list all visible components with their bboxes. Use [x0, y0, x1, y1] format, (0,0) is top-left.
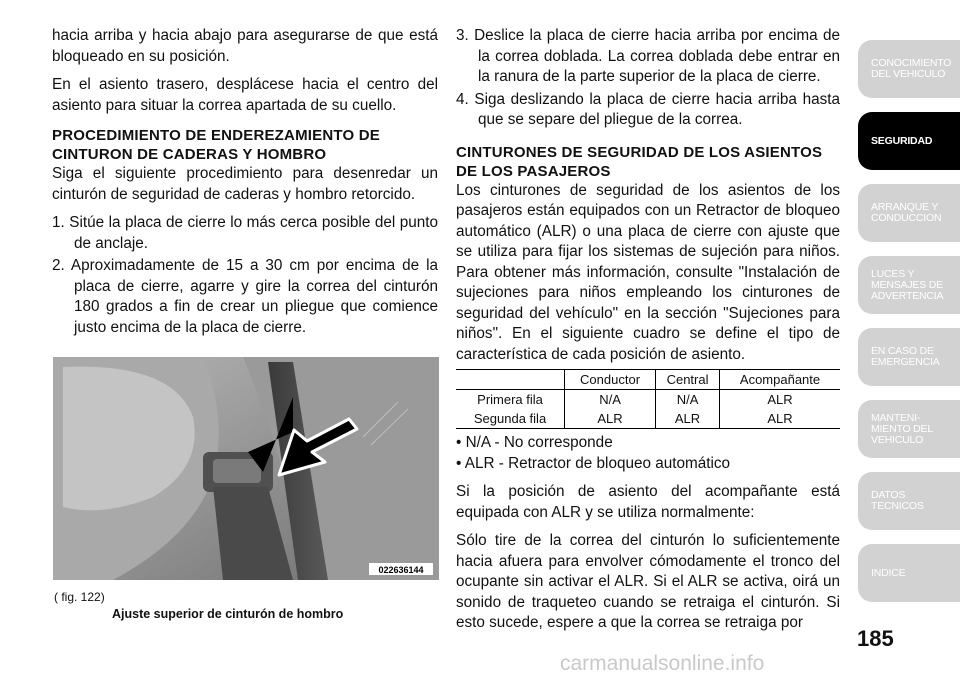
tab-label: CONOCIMIENTO DEL VEHICULO [871, 57, 952, 80]
table-header-cell: Central [656, 370, 720, 390]
figure-code: 022636144 [378, 565, 424, 575]
section-heading: PROCEDIMIENTO DE ENDEREZAMIENTO DE CINTURON DE CADERAS Y HOMBRO [52, 127, 380, 163]
paragraph: hacia arriba y hacia abajo para asegurarse de que está bloqueado en su posición. [52, 27, 438, 65]
bullet-item: • ALR - Retractor de bloqueo automático [456, 455, 731, 472]
right-column [456, 26, 840, 642]
table-cell [456, 370, 565, 390]
table-cell: ALR [720, 409, 840, 429]
tab-label: INDICE [871, 566, 906, 579]
tab-arranque[interactable] [858, 184, 960, 242]
tab-label: EN CASO DE EMERGENCIA [871, 345, 940, 368]
section-heading: CINTURONES DE SEGURIDAD DE LOS ASIENTOS DE LOS PASAJEROS [456, 143, 823, 180]
paragraph: En el asiento trasero, desplácese hacia el centro del asiento para situar la correa apartada de su cuello. [52, 76, 438, 114]
table-cell: N/A [565, 390, 656, 410]
watermark: carmanualsonline.info [560, 652, 765, 675]
paragraph: Si la posición de asiento del acompañante está equipada con ALR y se utiliza normalmente: [456, 483, 840, 521]
list-item: 2. Aproximadamente de 15 a 30 cm por encima de la placa de cierre, agarre y gire la correa del cinturón 180 grados a fin de crear un pliegue que comience justo encima de la placa de cierre. [52, 257, 438, 336]
tab-label: ARRANQUE Y CONDUCCION [871, 201, 942, 224]
table-cell: ALR [656, 409, 720, 429]
tab-emergencia[interactable] [858, 328, 960, 386]
chapter-tabs [858, 0, 960, 678]
tab-label: DATOS TECNICOS [871, 489, 924, 512]
tab-label: SEGURIDAD [871, 134, 933, 147]
table-cell: Primera fila [477, 392, 543, 407]
tab-label: MANTENI- MIENTO DEL VEHICULO [871, 411, 933, 446]
tab-conocimiento[interactable] [858, 40, 960, 98]
table-row [456, 409, 840, 429]
paragraph: Sólo tire de la correa del cinturón lo suficientemente hacia afuera para envolver cómodamente el tronco del ocupante sin activar el ALR. Si el ALR se activa, oirá un sonido de traqueteo cuando se retraiga el cinturón. Si esto sucede, espere a que la correa se retraiga por [456, 532, 840, 631]
list-item: 4. Siga deslizando la placa de cierre hacia arriba hasta que se separe del pliegue de la correa. [456, 90, 840, 128]
tab-indice[interactable] [858, 544, 960, 602]
paragraph: Los cinturones de seguridad de los asientos de los pasajeros están equipados con un Retractor de bloqueo automático (ALR) o una placa de cierre con ajuste que se utiliza para fijar los sistemas de sujeción para niños. Para obtener más información, consulte "Instalación de sujeciones para niños empleando los cinturones de seguridad del vehículo" en la sección "Sujeciones para niños". En el siguiente cuadro se define el tipo de característica de cada posición de asiento. [456, 181, 840, 363]
list-item: 1. Sitúe la placa de cierre lo más cerca posible del punto de anclaje. [52, 214, 438, 252]
figure-reference: ( fig. 122) [54, 590, 105, 604]
tab-seguridad[interactable] [858, 112, 960, 170]
tab-label: LUCES Y MENSAJES DE ADVERTENCIA [871, 267, 944, 302]
figure-image [53, 357, 439, 580]
tab-mantenimiento[interactable] [858, 400, 960, 458]
table-cell: ALR [565, 409, 656, 429]
tab-luces[interactable] [858, 256, 960, 314]
page-number: 185 [857, 626, 894, 651]
paragraph: Siga el siguiente procedimiento para desenredar un cinturón de seguridad de caderas y hombro retorcido. [52, 165, 438, 203]
figure-caption: Ajuste superior de cinturón de hombro [112, 607, 344, 621]
table-header-row [456, 370, 840, 390]
table-header-cell: Conductor [565, 370, 656, 390]
seat-feature-table [456, 369, 840, 429]
table-row [456, 390, 840, 410]
table-cell: N/A [656, 390, 720, 410]
table-cell: Segunda fila [456, 409, 565, 429]
tab-datos[interactable] [858, 472, 960, 530]
seatbelt-illustration [53, 357, 439, 580]
table-cell: ALR [720, 390, 840, 410]
left-column [52, 26, 438, 340]
list-item: 3. Deslice la placa de cierre hacia arriba por encima de la correa doblada. La correa doblada debe entrar en la ranura de la parte superior de la placa de cierre. [456, 27, 840, 85]
bullet-item: • N/A - No corresponde [456, 434, 613, 451]
table-header-cell: Acompañante [720, 370, 840, 390]
